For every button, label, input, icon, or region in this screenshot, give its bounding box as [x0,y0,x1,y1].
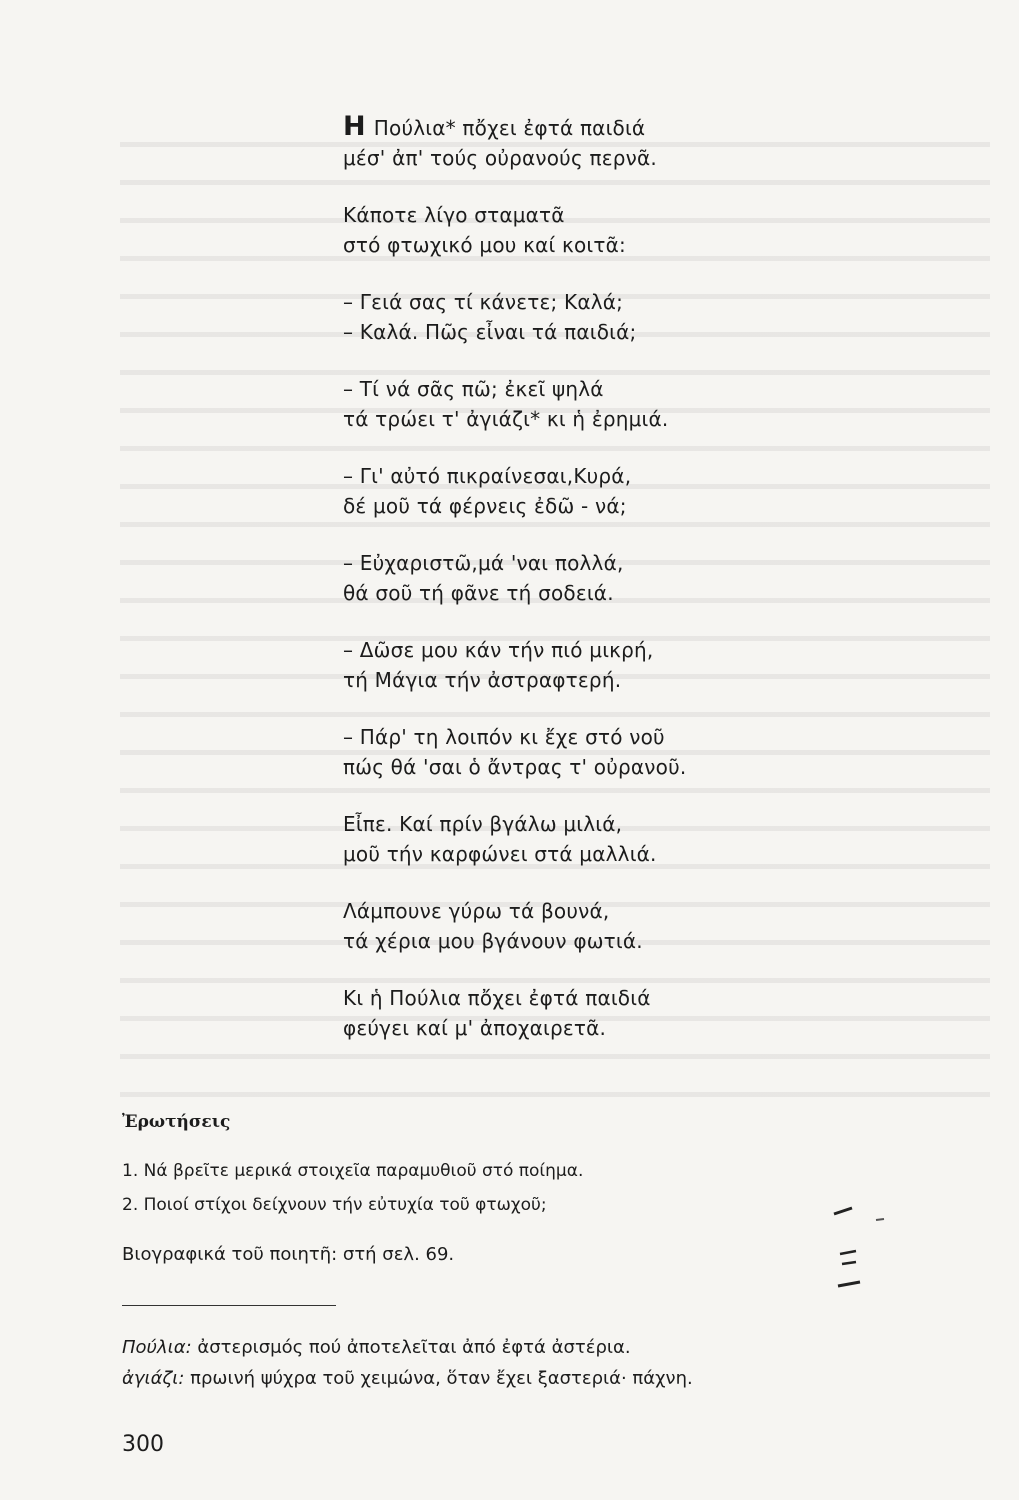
footnote-definition: πρωινή ψύχρα τοῦ χειμώνα, ὅταν ἔχει ξαστεριά· πάχνη. [190,1368,693,1389]
stanza [343,635,943,695]
page-number: 300 [122,1432,164,1457]
poem-line [343,752,943,782]
poem-line [343,287,943,317]
poem-line [343,317,943,347]
margin-pencil-marks [826,1206,886,1296]
poem-line-text: πώς θά 'σαι ὁ ἄντρας τ' οὐρανοῦ. [343,755,687,779]
poem-line [343,926,943,956]
poem-line-text: θά σοῦ τή φᾶνε τή σοδειά. [343,581,614,605]
poem-line [343,665,943,695]
biography-reference: Βιογραφικά τοῦ ποιητῆ: στή σελ. 69. [122,1244,455,1265]
footnote [122,1363,693,1394]
poem-line [343,896,943,926]
poem-line-text: – Γειά σας τί κάνετε; Καλά; [343,290,624,314]
poem-line [343,200,943,230]
poem-line-text: μέσ' ἀπ' τούς οὐρανούς περνᾶ. [343,146,657,170]
stanza [343,722,943,782]
stanza [343,200,943,260]
questions-list [122,1154,583,1222]
poem-line-text: δέ μοῦ τά φέρνεις ἐδῶ - νά; [343,494,627,518]
poem-line-text: – Τί νά σᾶς πῶ; ἐκεῖ ψηλά [343,377,604,401]
poem-line [343,809,943,839]
question-item: 1. Νά βρεῖτε μερικά στοιχεῖα παραμυθιοῦ στό ποίημα. [122,1161,584,1181]
poem [343,112,943,1070]
poem-line-text: Εἶπε. Καί πρίν βγάλω μιλιά, [343,812,623,836]
poem-line [343,722,943,752]
footnote-term: ἀγιάζι: [122,1368,185,1389]
stanza [343,287,943,347]
poem-line-text: τή Μάγια τήν ἀστραφτερή. [343,668,622,692]
poem-line-text: Πούλια* πὄχει ἐφτά παιδιά [373,116,646,140]
stanza [343,896,943,956]
poem-line-text: Λάμπουνε γύρω τά βουνά, [343,899,610,923]
poem-line [343,635,943,665]
poem-line-text: τά τρώει τ' ἀγιάζι* κι ἡ ἐρημιά. [343,407,669,431]
stanza [343,548,943,608]
footnotes [122,1332,693,1394]
poem-line-text: στό φτωχικό μου καί κοιτᾶ: [343,233,626,257]
stanza [343,809,943,869]
stanza [343,112,943,173]
question-item: 2. Ποιοί στίχοι δείχνουν τήν εὐτυχία τοῦ φτωχοῦ; [122,1195,547,1215]
stanza [343,461,943,521]
initial-letter: Η [343,111,366,142]
stanza [343,374,943,434]
poem-line-text: – Δῶσε μου κάν τήν πιό μικρή, [343,638,654,662]
poem-line [343,374,943,404]
poem-line-text: – Εὐχαριστῶ,μά 'ναι πολλά, [343,551,624,575]
poem-line [343,404,943,434]
poem-line [343,578,943,608]
poem-line [343,1013,943,1043]
poem-line-text: – Καλά. Πῶς εἶναι τά παιδιά; [343,320,637,344]
poem-line [343,461,943,491]
poem-line-text: τά χέρια μου βγάνουν φωτιά. [343,929,643,953]
poem-line-text: Κάποτε λίγο σταματᾶ [343,203,565,227]
poem-line-text: Κι ἡ Πούλια πὄχει ἐφτά παιδιά [343,986,651,1010]
poem-line [343,230,943,260]
footnote-term: Πούλια: [122,1337,192,1358]
footnote-divider [122,1305,336,1306]
poem-line [343,983,943,1013]
footnote [122,1332,693,1363]
questions-heading: Ἐρωτήσεις [122,1112,231,1132]
poem-line [343,112,943,143]
poem-line-text: φεύγει καί μ' ἀποχαιρετᾶ. [343,1016,607,1040]
footnote-definition: ἀστερισμός πού ἀποτελεῖται ἀπό ἐφτά ἀστέρια. [197,1337,631,1358]
poem-line-text: μοῦ τήν καρφώνει στά μαλλιά. [343,842,657,866]
poem-line [343,548,943,578]
poem-line [343,143,943,173]
poem-line [343,839,943,869]
poem-line-text: – Πάρ' τη λοιπόν κι ἔχε στό νοῦ [343,725,665,749]
poem-line [343,491,943,521]
poem-line-text: – Γι' αὐτό πικραίνεσαι,Κυρά, [343,464,632,488]
stanza [343,983,943,1043]
